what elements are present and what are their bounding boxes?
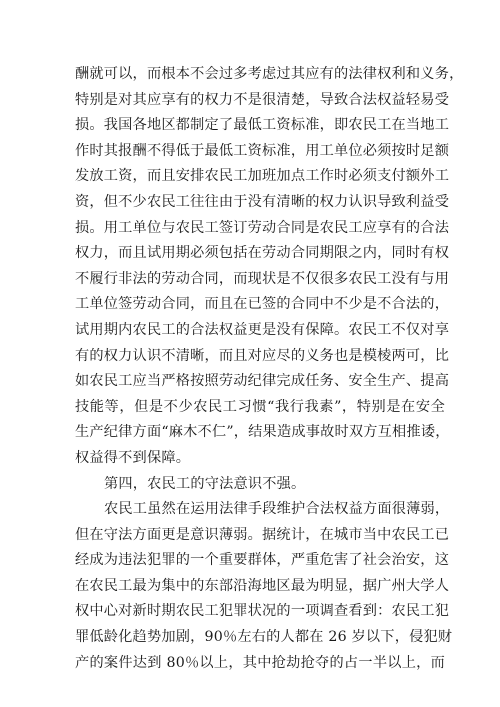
text-line: 资，但不少农民工往往由于没有清晰的权力认识导致利益受 — [75, 193, 450, 210]
paragraph-law-abiding — [75, 497, 453, 676]
text-line: 发放工资，而且安排农民工加班加点工作时必须支付额外工 — [75, 168, 450, 185]
text-line: 不履行非法的劳动合同，而现状是不仅很多农民工没有与用 — [75, 270, 450, 287]
text-line: 特别是对其应享有的权力不是很清楚，导致合法权益轻易受 — [75, 91, 450, 108]
text-line: 技能等，但是不少农民工习惯“我行我素”，特别是在安全 — [75, 398, 445, 415]
text-line: 生产纪律方面“麻木不仁”，结果造成事故时双方互相推诿， — [75, 424, 450, 441]
heading-line: 第四，农民工的守法意识不强。 — [104, 475, 306, 492]
text-line: 权益得不到保障。 — [75, 449, 191, 466]
text-line: 损。我国各地区都制定了最低工资标准，即农民工在当地工 — [75, 117, 450, 134]
text-line: 但在守法方面更是意识薄弱。据统计，在城市当中农民工已 — [75, 526, 450, 543]
text-line: 酬就可以，而根本不会过多考虑过其应有的法律权利和义务， — [75, 66, 464, 82]
text-line: 在农民工最为集中的东部沿海地区最为明显，据广州大学人 — [75, 577, 450, 594]
paragraph-rights — [75, 62, 464, 472]
text-line: 作时其报酬不得低于最低工资标准，用工单位必须按时足额 — [75, 142, 450, 159]
text-line: 农民工虽然在运用法律手段维护合法权益方面很薄弱， — [104, 501, 450, 518]
text-line: 经成为违法犯罪的一个重要群体，严重危害了社会治安，这 — [75, 552, 450, 569]
text-line: 损。用工单位与农民工签订劳动合同是农民工应享有的合法 — [75, 219, 450, 236]
text-line: 工单位签劳动合同，而且在已签的合同中不少是不合法的， — [75, 296, 450, 313]
text-line: 如农民工应当严格按照劳动纪律完成任务、安全生产、提高 — [75, 373, 450, 390]
text-line: 产的案件达到 80％以上，其中抢劫抢夺的占一半以上，而 — [75, 654, 445, 671]
text-line: 权力，而且试用期必须包括在劳动合同期限之内，同时有权 — [75, 245, 450, 262]
text-line: 有的权力认识不清晰，而且对应尽的义务也是模棱两可，比 — [75, 347, 450, 364]
section-heading-fourth — [75, 472, 445, 498]
text-line: 罪低龄化趋势加剧，90％左右的人都在 26 岁以下，侵犯财 — [75, 629, 453, 646]
text-line: 试用期内农民工的合法权益更是没有保障。农民工不仅对享 — [75, 321, 450, 338]
text-line: 权中心对新时期农民工犯罪状况的一项调查看到：农民工犯 — [75, 603, 450, 620]
